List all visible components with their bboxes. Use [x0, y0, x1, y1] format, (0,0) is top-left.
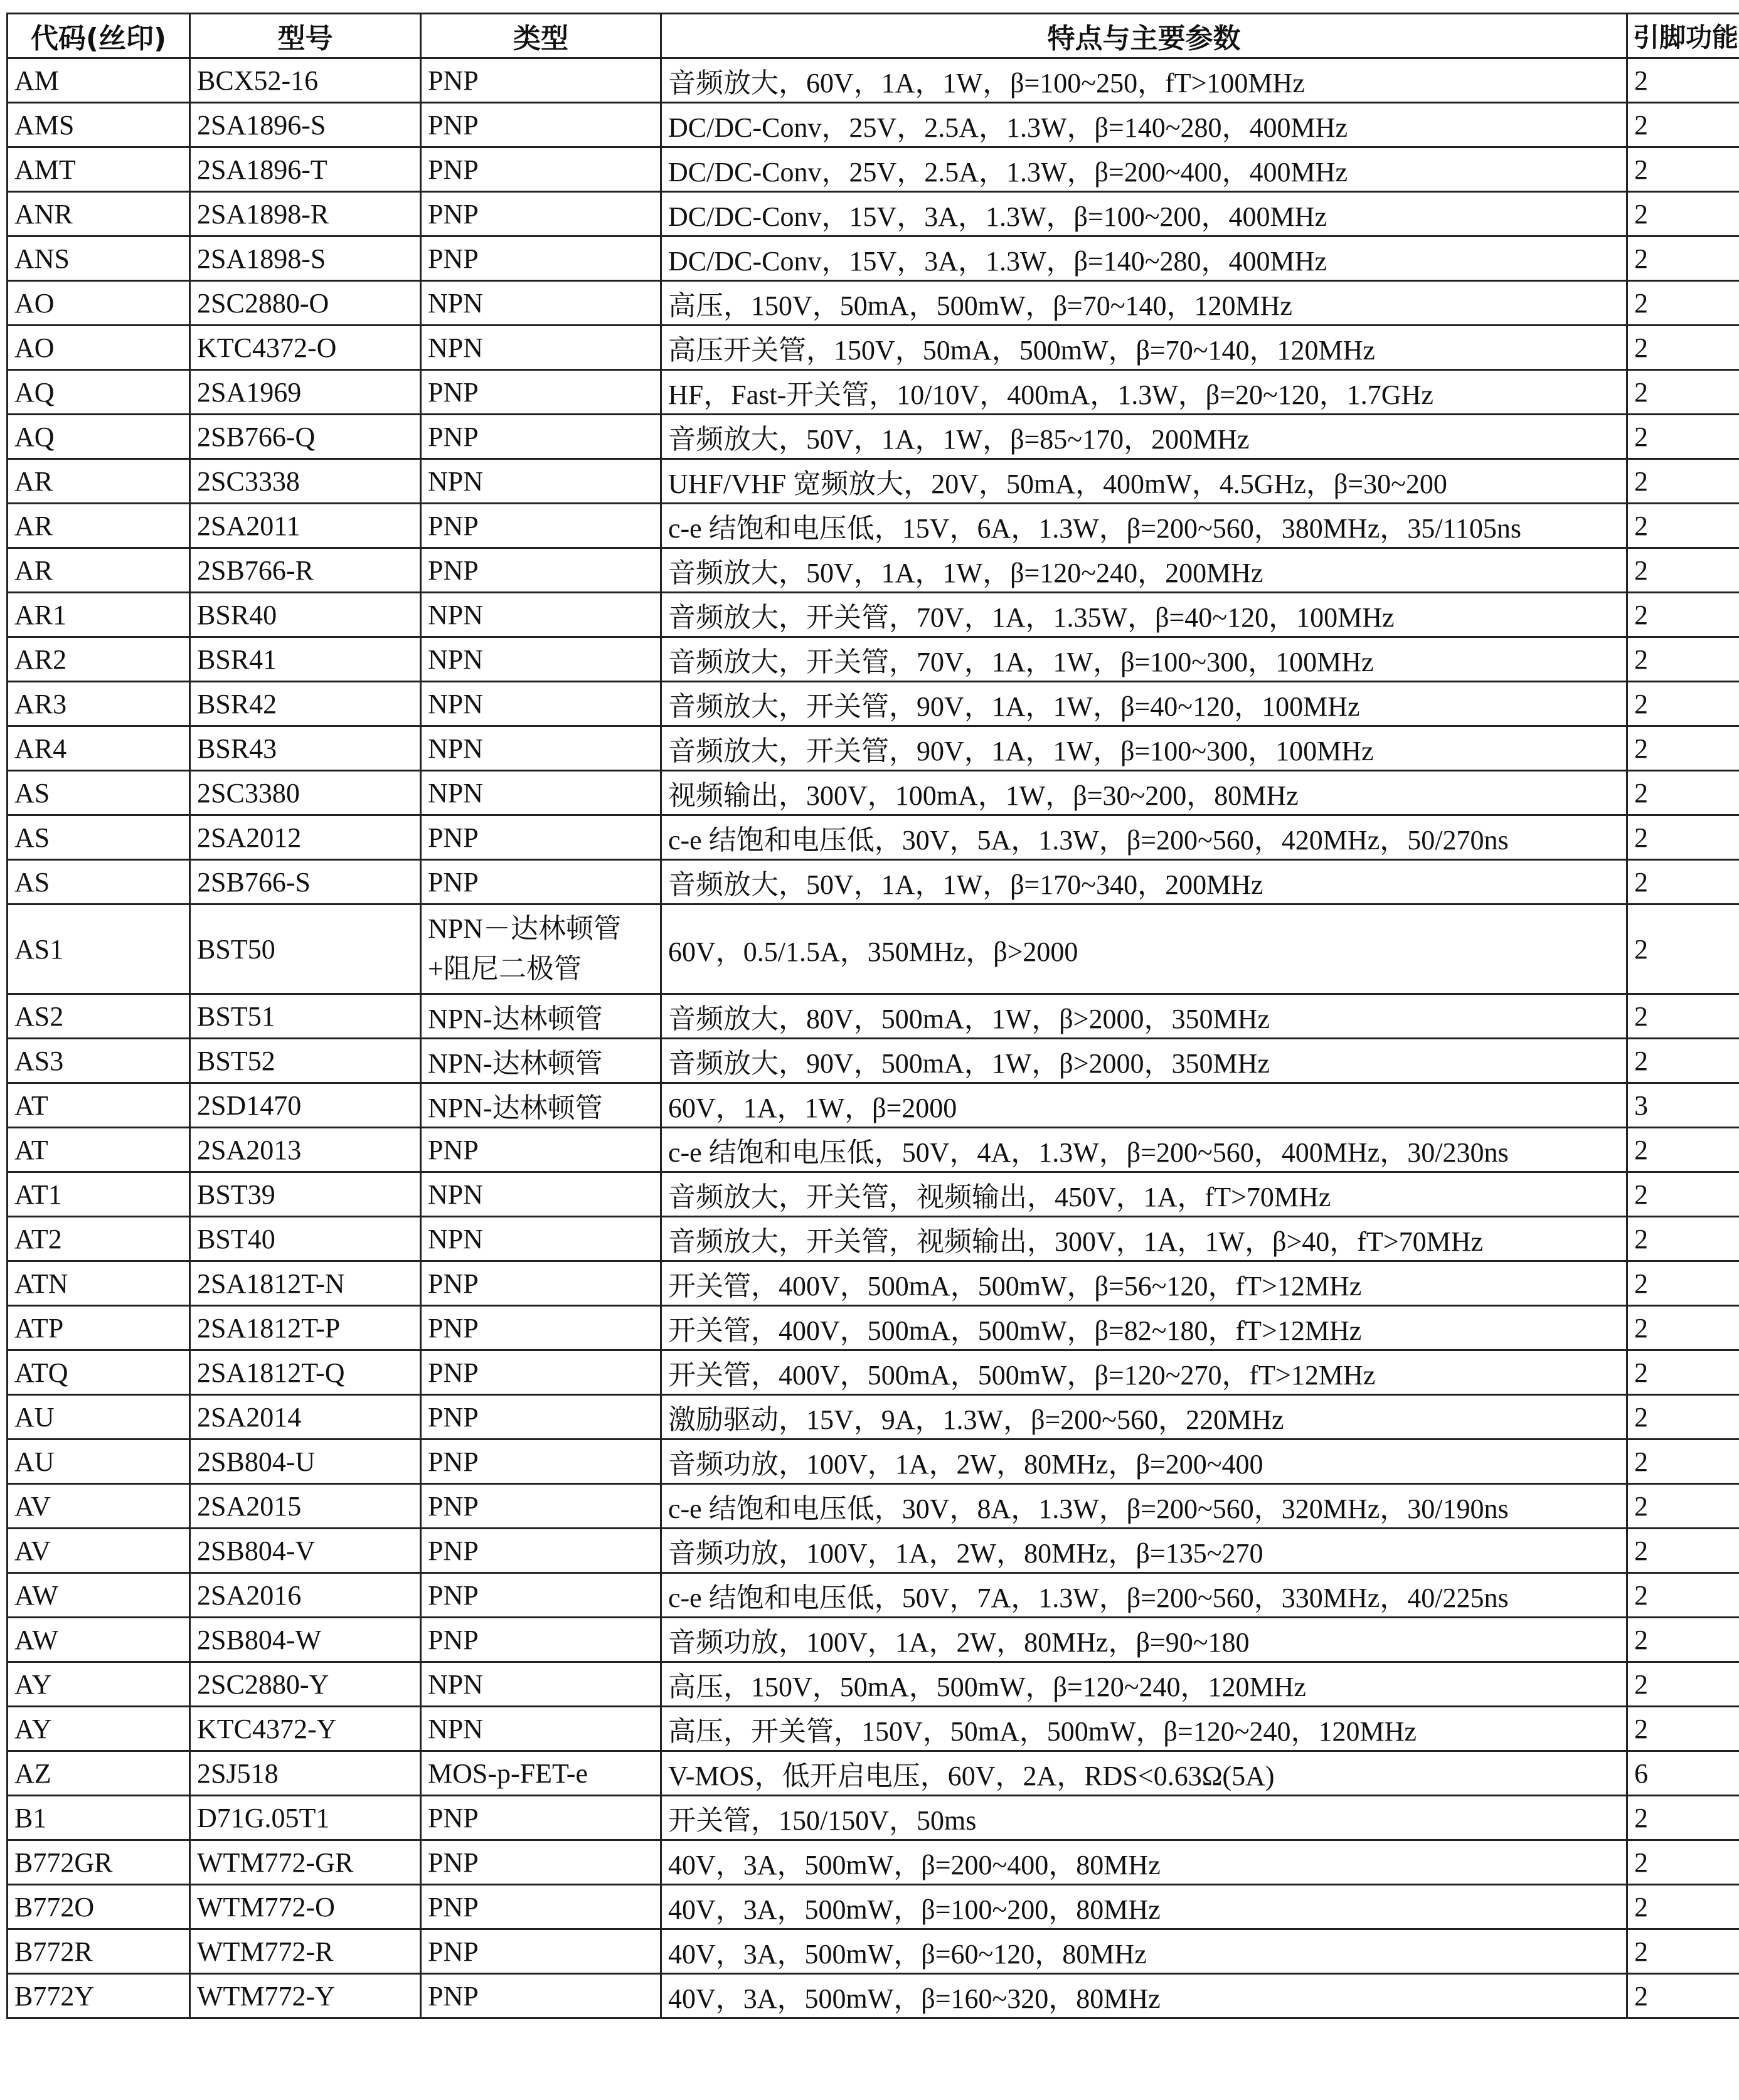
- table-row: [8, 726, 1739, 771]
- cell-model: 2SJ518: [190, 1751, 421, 1796]
- cell-features: 音频功放，100V，1A，2W，80MHz，β=200~400: [661, 1440, 1627, 1484]
- cell-model: WTM772-Y: [190, 1974, 421, 2018]
- cell-type: PNP: [421, 504, 661, 548]
- cell-type: PNP: [421, 147, 661, 192]
- cell-pins: 2: [1627, 1484, 1739, 1529]
- table-row: [8, 548, 1739, 593]
- cell-code: AV: [8, 1484, 190, 1529]
- cell-features: 音频放大，开关管，视频输出，300V，1A，1W，β>40，fT>70MHz: [661, 1217, 1627, 1261]
- cell-type: NPN: [421, 1707, 661, 1751]
- cell-pins: 2: [1627, 1885, 1739, 1929]
- cell-features: 高压，开关管，150V，50mA，500mW，β=120~240，120MHz: [661, 1707, 1627, 1751]
- cell-pins: 2: [1627, 459, 1739, 504]
- cell-features: 音频放大，开关管，90V，1A，1W，β=100~300，100MHz: [661, 726, 1627, 771]
- cell-type: PNP: [421, 103, 661, 147]
- cell-features: 激励驱动，15V，9A，1.3W，β=200~560，220MHz: [661, 1395, 1627, 1440]
- cell-features: 开关管，400V，500mA，500mW，β=82~180，fT>12MHz: [661, 1306, 1627, 1350]
- cell-pins: 2: [1627, 1618, 1739, 1662]
- cell-type: NPN: [421, 726, 661, 771]
- table-row: [8, 1306, 1739, 1350]
- table-row: [8, 236, 1739, 281]
- cell-model: 2SB766-Q: [190, 415, 421, 459]
- table-row: [8, 815, 1739, 860]
- cell-model: BST50: [190, 904, 421, 994]
- cell-model: 2SA2015: [190, 1484, 421, 1529]
- cell-pins: 2: [1627, 1796, 1739, 1840]
- cell-model: 2SA2014: [190, 1395, 421, 1440]
- table-row: [8, 281, 1739, 326]
- cell-code: AV: [8, 1529, 190, 1573]
- cell-code: AMT: [8, 147, 190, 192]
- cell-model: 2SA2013: [190, 1128, 421, 1172]
- cell-type: PNP: [421, 1261, 661, 1306]
- cell-type: PNP: [421, 548, 661, 593]
- cell-code: AS2: [8, 994, 190, 1039]
- cell-type: PNP: [421, 1929, 661, 1974]
- cell-features: 40V，3A，500mW，β=100~200，80MHz: [661, 1885, 1627, 1929]
- cell-pins: 2: [1627, 1350, 1739, 1395]
- cell-type: PNP: [421, 1840, 661, 1885]
- table-row: [8, 1751, 1739, 1796]
- header-pins: 引脚功能: [1627, 14, 1739, 58]
- table-row: [8, 1128, 1739, 1172]
- cell-model: 2SA2011: [190, 504, 421, 548]
- cell-features: 音频放大，开关管，90V，1A，1W，β=40~120，100MHz: [661, 682, 1627, 726]
- cell-pins: 2: [1627, 415, 1739, 459]
- cell-features: 音频放大，50V，1A，1W，β=120~240，200MHz: [661, 548, 1627, 593]
- cell-pins: 2: [1627, 815, 1739, 860]
- cell-model: 2SA2012: [190, 815, 421, 860]
- cell-pins: 2: [1627, 771, 1739, 815]
- table-row: [8, 370, 1739, 415]
- cell-pins: 2: [1627, 1974, 1739, 2018]
- cell-pins: 3: [1627, 1083, 1739, 1128]
- table-row: [8, 994, 1739, 1039]
- cell-type: PNP: [421, 1484, 661, 1529]
- cell-code: AY: [8, 1707, 190, 1751]
- cell-code: AM: [8, 58, 190, 103]
- cell-code: AT2: [8, 1217, 190, 1261]
- table-body: [8, 58, 1739, 2018]
- table-row: [8, 1618, 1739, 1662]
- cell-features: 40V，3A，500mW，β=160~320，80MHz: [661, 1974, 1627, 2018]
- table-row: [8, 1840, 1739, 1885]
- cell-code: AW: [8, 1618, 190, 1662]
- cell-features: 40V，3A，500mW，β=200~400，80MHz: [661, 1840, 1627, 1885]
- cell-code: AS1: [8, 904, 190, 994]
- cell-model: BSR40: [190, 593, 421, 637]
- cell-type: PNP: [421, 815, 661, 860]
- cell-code: B772O: [8, 1885, 190, 1929]
- cell-model: WTM772-O: [190, 1885, 421, 1929]
- cell-model: BSR41: [190, 637, 421, 682]
- cell-type: NPN-达林顿管: [421, 1039, 661, 1083]
- cell-code: AO: [8, 281, 190, 326]
- cell-code: AR2: [8, 637, 190, 682]
- cell-pins: 2: [1627, 1039, 1739, 1083]
- cell-pins: 2: [1627, 1707, 1739, 1751]
- cell-pins: 2: [1627, 1128, 1739, 1172]
- cell-type: NPN: [421, 1217, 661, 1261]
- cell-features: DC/DC-Conv，15V，3A，1.3W，β=140~280，400MHz: [661, 236, 1627, 281]
- cell-type: PNP: [421, 860, 661, 904]
- cell-features: 音频放大，开关管，70V，1A，1W，β=100~300，100MHz: [661, 637, 1627, 682]
- cell-type: PNP: [421, 370, 661, 415]
- table-row: [8, 1573, 1739, 1618]
- table-row: [8, 593, 1739, 637]
- cell-features: 音频放大，60V，1A，1W，β=100~250，fT>100MHz: [661, 58, 1627, 103]
- table-row: [8, 637, 1739, 682]
- cell-pins: 2: [1627, 1662, 1739, 1707]
- cell-pins: 2: [1627, 726, 1739, 771]
- cell-model: 2SA1812T-Q: [190, 1350, 421, 1395]
- cell-pins: 2: [1627, 1929, 1739, 1974]
- cell-features: 音频功放，100V，1A，2W，80MHz，β=90~180: [661, 1618, 1627, 1662]
- cell-type: MOS-p-FET-e: [421, 1751, 661, 1796]
- cell-type: NPN: [421, 593, 661, 637]
- table-row: [8, 1796, 1739, 1840]
- cell-features: 开关管，150/150V，50ms: [661, 1796, 1627, 1840]
- table-row: [8, 1885, 1739, 1929]
- cell-type: PNP: [421, 1128, 661, 1172]
- cell-features: UHF/VHF 宽频放大，20V，50mA，400mW，4.5GHz，β=30~200: [661, 459, 1627, 504]
- cell-model: BCX52-16: [190, 58, 421, 103]
- header-type: 类型: [421, 14, 661, 58]
- cell-features: 60V，0.5/1.5A，350MHz，β>2000: [661, 904, 1627, 994]
- cell-pins: 2: [1627, 1261, 1739, 1306]
- cell-type: PNP: [421, 1885, 661, 1929]
- cell-code: AQ: [8, 370, 190, 415]
- cell-code: AMS: [8, 103, 190, 147]
- cell-pins: 2: [1627, 1172, 1739, 1217]
- cell-model: 2SA1969: [190, 370, 421, 415]
- cell-type: PNP: [421, 1573, 661, 1618]
- cell-model: 2SB766-R: [190, 548, 421, 593]
- cell-pins: 2: [1627, 548, 1739, 593]
- cell-pins: 2: [1627, 904, 1739, 994]
- cell-code: B772R: [8, 1929, 190, 1974]
- cell-model: BST52: [190, 1039, 421, 1083]
- cell-features: 60V，1A，1W，β=2000: [661, 1083, 1627, 1128]
- cell-model: 2SC3380: [190, 771, 421, 815]
- cell-pins: 2: [1627, 860, 1739, 904]
- component-table: [6, 13, 1739, 2019]
- cell-pins: 2: [1627, 1440, 1739, 1484]
- cell-code: AR: [8, 459, 190, 504]
- cell-code: AT: [8, 1128, 190, 1172]
- cell-features: c-e 结饱和电压低，50V，7A，1.3W，β=200~560，330MHz，40/225ns: [661, 1573, 1627, 1618]
- cell-type: NPN: [421, 1662, 661, 1707]
- cell-model: KTC4372-O: [190, 326, 421, 370]
- table-row: [8, 1350, 1739, 1395]
- cell-features: 音频放大，开关管，70V，1A，1.35W，β=40~120，100MHz: [661, 593, 1627, 637]
- cell-type: PNP: [421, 1395, 661, 1440]
- cell-features: 音频放大，80V，500mA，1W，β>2000，350MHz: [661, 994, 1627, 1039]
- cell-model: 2SA1896-T: [190, 147, 421, 192]
- cell-type: NPN: [421, 682, 661, 726]
- cell-model: 2SB804-V: [190, 1529, 421, 1573]
- cell-model: KTC4372-Y: [190, 1707, 421, 1751]
- table-row: [8, 860, 1739, 904]
- cell-features: 开关管，400V，500mA，500mW，β=120~270，fT>12MHz: [661, 1350, 1627, 1395]
- table-row: [8, 1172, 1739, 1217]
- cell-code: AR1: [8, 593, 190, 637]
- cell-features: 音频放大，开关管，视频输出，450V，1A，fT>70MHz: [661, 1172, 1627, 1217]
- table-row: [8, 459, 1739, 504]
- cell-type: PNP: [421, 1440, 661, 1484]
- cell-type: PNP: [421, 1796, 661, 1840]
- cell-model: 2SA1896-S: [190, 103, 421, 147]
- cell-code: AS: [8, 815, 190, 860]
- cell-code: AS3: [8, 1039, 190, 1083]
- cell-code: B772Y: [8, 1974, 190, 2018]
- cell-model: 2SC3338: [190, 459, 421, 504]
- cell-pins: 2: [1627, 504, 1739, 548]
- cell-features: 音频放大，90V，500mA，1W，β>2000，350MHz: [661, 1039, 1627, 1083]
- cell-pins: 2: [1627, 192, 1739, 236]
- cell-pins: 2: [1627, 1529, 1739, 1573]
- cell-features: c-e 结饱和电压低，30V，8A，1.3W，β=200~560，320MHz，30/190ns: [661, 1484, 1627, 1529]
- cell-features: DC/DC-Conv，25V，2.5A，1.3W，β=200~400，400MHz: [661, 147, 1627, 192]
- cell-code: AR3: [8, 682, 190, 726]
- cell-model: BST39: [190, 1172, 421, 1217]
- cell-features: 高压，150V，50mA，500mW，β=70~140，120MHz: [661, 281, 1627, 326]
- cell-pins: 2: [1627, 593, 1739, 637]
- cell-features: c-e 结饱和电压低，15V，6A，1.3W，β=200~560，380MHz，35/1105ns: [661, 504, 1627, 548]
- cell-code: AU: [8, 1395, 190, 1440]
- table-row: [8, 1929, 1739, 1974]
- table-row: [8, 682, 1739, 726]
- cell-type: NPN-达林顿管: [421, 1083, 661, 1128]
- cell-model: BST40: [190, 1217, 421, 1261]
- cell-code: B772GR: [8, 1840, 190, 1885]
- cell-features: HF，Fast-开关管，10/10V，400mA，1.3W，β=20~120，1.7GHz: [661, 370, 1627, 415]
- cell-features: DC/DC-Conv，25V，2.5A，1.3W，β=140~280，400MHz: [661, 103, 1627, 147]
- cell-pins: 2: [1627, 236, 1739, 281]
- cell-model: 2SA1898-R: [190, 192, 421, 236]
- cell-features: 高压，150V，50mA，500mW，β=120~240，120MHz: [661, 1662, 1627, 1707]
- cell-pins: 2: [1627, 1395, 1739, 1440]
- header-code: 代码(丝印): [8, 14, 190, 58]
- cell-code: AY: [8, 1662, 190, 1707]
- cell-model: WTM772-GR: [190, 1840, 421, 1885]
- header-row: [8, 14, 1739, 58]
- cell-code: AS: [8, 771, 190, 815]
- cell-type: PNP: [421, 192, 661, 236]
- cell-code: ATN: [8, 1261, 190, 1306]
- cell-code: AS: [8, 860, 190, 904]
- table-row: [8, 1529, 1739, 1573]
- cell-model: 2SB766-S: [190, 860, 421, 904]
- table-row: [8, 58, 1739, 103]
- cell-code: B1: [8, 1796, 190, 1840]
- cell-pins: 2: [1627, 1573, 1739, 1618]
- cell-pins: 2: [1627, 147, 1739, 192]
- cell-type: PNP: [421, 1618, 661, 1662]
- cell-model: BSR42: [190, 682, 421, 726]
- cell-type: PNP: [421, 1974, 661, 2018]
- cell-features: 40V，3A，500mW，β=60~120，80MHz: [661, 1929, 1627, 1974]
- cell-code: AO: [8, 326, 190, 370]
- cell-code: ATQ: [8, 1350, 190, 1395]
- cell-type: NPN: [421, 281, 661, 326]
- table-row: [8, 1261, 1739, 1306]
- table-row: [8, 904, 1739, 994]
- cell-type: NPN: [421, 459, 661, 504]
- table-row: [8, 771, 1739, 815]
- table-row: [8, 192, 1739, 236]
- cell-code: AQ: [8, 415, 190, 459]
- cell-model: 2SA1898-S: [190, 236, 421, 281]
- cell-pins: 2: [1627, 637, 1739, 682]
- cell-type: PNP: [421, 1350, 661, 1395]
- table-row: [8, 415, 1739, 459]
- cell-features: c-e 结饱和电压低，50V，4A，1.3W，β=200~560，400MHz，30/230ns: [661, 1128, 1627, 1172]
- table-row: [8, 1974, 1739, 2018]
- table-row: [8, 103, 1739, 147]
- cell-features: V-MOS，低开启电压，60V，2A，RDS<0.63Ω(5A): [661, 1751, 1627, 1796]
- cell-model: WTM772-R: [190, 1929, 421, 1974]
- cell-model: 2SC2880-O: [190, 281, 421, 326]
- cell-type: PNP: [421, 236, 661, 281]
- cell-features: 视频输出，300V，100mA，1W，β=30~200，80MHz: [661, 771, 1627, 815]
- cell-model: BST51: [190, 994, 421, 1039]
- cell-code: AZ: [8, 1751, 190, 1796]
- cell-code: AR4: [8, 726, 190, 771]
- cell-code: ANS: [8, 236, 190, 281]
- cell-pins: 2: [1627, 682, 1739, 726]
- table-row: [8, 147, 1739, 192]
- cell-code: AT1: [8, 1172, 190, 1217]
- table-row: [8, 1083, 1739, 1128]
- cell-features: 音频放大，50V，1A，1W，β=170~340，200MHz: [661, 860, 1627, 904]
- cell-pins: 2: [1627, 1306, 1739, 1350]
- cell-features: 音频功放，100V，1A，2W，80MHz，β=135~270: [661, 1529, 1627, 1573]
- cell-model: 2SA1812T-N: [190, 1261, 421, 1306]
- cell-type: NPN-达林顿管: [421, 994, 661, 1039]
- cell-features: 音频放大，50V，1A，1W，β=85~170，200MHz: [661, 415, 1627, 459]
- table-row: [8, 504, 1739, 548]
- cell-type: PNP: [421, 1529, 661, 1573]
- cell-pins: 2: [1627, 281, 1739, 326]
- cell-features: 高压开关管，150V，50mA，500mW，β=70~140，120MHz: [661, 326, 1627, 370]
- cell-type: NPN: [421, 326, 661, 370]
- cell-model: 2SD1470: [190, 1083, 421, 1128]
- cell-type: PNP: [421, 415, 661, 459]
- cell-pins: 2: [1627, 370, 1739, 415]
- cell-pins: 2: [1627, 994, 1739, 1039]
- cell-type: PNP: [421, 58, 661, 103]
- cell-code: ATP: [8, 1306, 190, 1350]
- header-features: 特点与主要参数: [661, 14, 1627, 58]
- cell-pins: 2: [1627, 103, 1739, 147]
- cell-pins: 2: [1627, 326, 1739, 370]
- cell-code: AU: [8, 1440, 190, 1484]
- table-row: [8, 1662, 1739, 1707]
- cell-code: AR: [8, 548, 190, 593]
- cell-type: NPN－达林顿管+阻尼二极管: [421, 904, 661, 994]
- cell-model: 2SA2016: [190, 1573, 421, 1618]
- cell-type: NPN: [421, 1172, 661, 1217]
- cell-model: 2SA1812T-P: [190, 1306, 421, 1350]
- table-row: [8, 1440, 1739, 1484]
- cell-pins: 2: [1627, 1840, 1739, 1885]
- cell-code: AW: [8, 1573, 190, 1618]
- table-row: [8, 1039, 1739, 1083]
- table-row: [8, 1395, 1739, 1440]
- cell-code: AR: [8, 504, 190, 548]
- cell-code: ANR: [8, 192, 190, 236]
- table-row: [8, 1484, 1739, 1529]
- cell-type: PNP: [421, 1306, 661, 1350]
- table-row: [8, 326, 1739, 370]
- cell-pins: 2: [1627, 1217, 1739, 1261]
- cell-pins: 2: [1627, 58, 1739, 103]
- cell-features: 开关管，400V，500mA，500mW，β=56~120，fT>12MHz: [661, 1261, 1627, 1306]
- cell-features: c-e 结饱和电压低，30V，5A，1.3W，β=200~560，420MHz，50/270ns: [661, 815, 1627, 860]
- cell-code: AT: [8, 1083, 190, 1128]
- cell-model: D71G.05T1: [190, 1796, 421, 1840]
- table-row: [8, 1217, 1739, 1261]
- cell-features: DC/DC-Conv，15V，3A，1.3W，β=100~200，400MHz: [661, 192, 1627, 236]
- header-model: 型号: [190, 14, 421, 58]
- cell-type: NPN: [421, 637, 661, 682]
- cell-model: 2SC2880-Y: [190, 1662, 421, 1707]
- cell-model: 2SB804-W: [190, 1618, 421, 1662]
- cell-model: BSR43: [190, 726, 421, 771]
- cell-pins: 6: [1627, 1751, 1739, 1796]
- cell-model: 2SB804-U: [190, 1440, 421, 1484]
- table-row: [8, 1707, 1739, 1751]
- cell-type: NPN: [421, 771, 661, 815]
